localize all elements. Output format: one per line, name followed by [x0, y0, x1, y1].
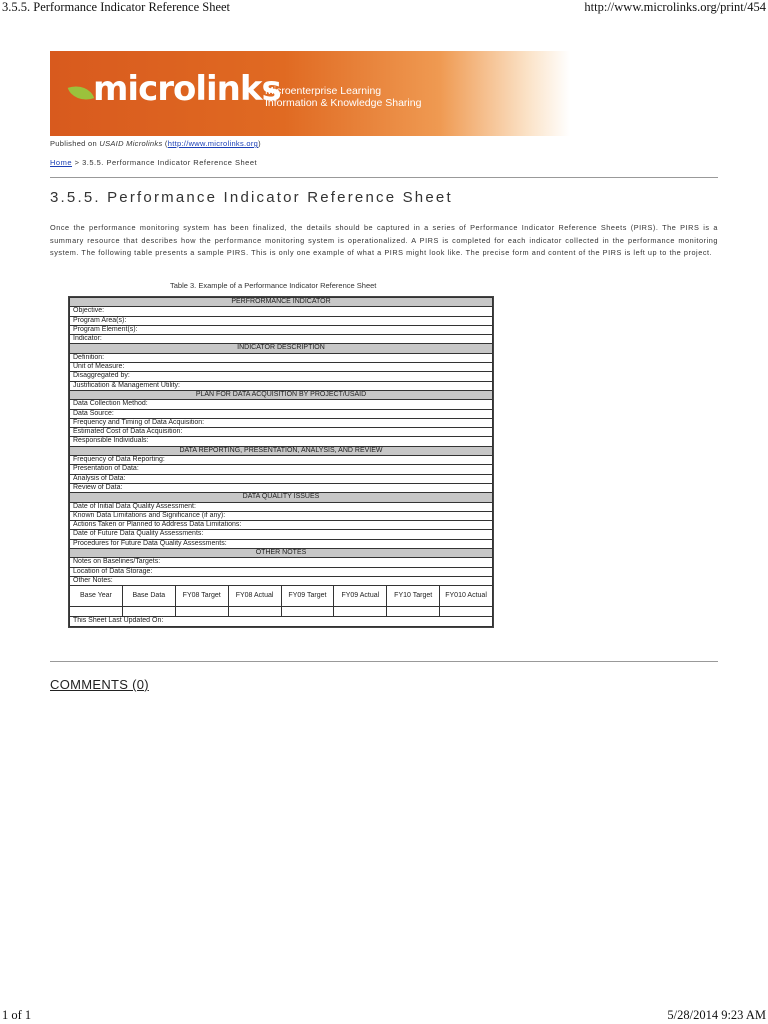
- table-row: Analysis of Data:: [70, 474, 493, 483]
- breadcrumb-separator: >: [74, 158, 80, 167]
- published-prefix: Published on: [50, 139, 97, 148]
- published-link[interactable]: http://www.microlinks.org: [167, 139, 259, 148]
- section-data-quality: DATA QUALITY ISSUES: [70, 493, 493, 502]
- col-header: FY010 Actual: [440, 586, 493, 607]
- print-header: [0, 0, 768, 16]
- col-header: Base Data: [122, 586, 175, 607]
- table-row: Procedures for Future Data Quality Assessments:: [70, 539, 493, 548]
- table-cell: [387, 607, 440, 617]
- published-close-paren: ): [258, 139, 261, 148]
- section-other-notes: OTHER NOTES: [70, 549, 493, 558]
- section-performance-indicator: PERFRORMANCE INDICATOR: [70, 298, 493, 307]
- col-header: FY09 Target: [281, 586, 334, 607]
- table-row: Notes on Baselines/Targets:: [70, 558, 493, 567]
- col-header: FY09 Actual: [334, 586, 387, 607]
- table-row: Known Data Limitations and Significance (if any):: [70, 511, 493, 520]
- header-divider: [50, 177, 718, 178]
- table-row: Responsible Individuals:: [70, 437, 493, 446]
- table-row: Review of Data:: [70, 483, 493, 492]
- table-row: Frequency of Data Reporting:: [70, 456, 493, 465]
- table-row: Definition:: [70, 353, 493, 362]
- table-row: Program Area(s):: [70, 316, 493, 325]
- table-cell: [70, 607, 123, 617]
- section-indicator-description: INDICATOR DESCRIPTION: [70, 344, 493, 353]
- table-cell: [122, 607, 175, 617]
- table-row: Date of Initial Data Quality Assessment:: [70, 502, 493, 511]
- col-header: FY08 Target: [175, 586, 228, 607]
- pirs-table: [68, 296, 494, 628]
- table-row: Justification & Management Utility:: [70, 381, 493, 390]
- section-data-acquisition: PLAN FOR DATA ACQUISITION BY PROJECT/USAID: [70, 390, 493, 399]
- published-site: USAID Microlinks: [99, 139, 163, 148]
- table-cell: [228, 607, 281, 617]
- breadcrumb-current: 3.5.5. Performance Indicator Reference Sheet: [82, 158, 258, 167]
- tagline-line-2: Information & Knowledge Sharing: [265, 97, 422, 109]
- table-row: Program Element(s):: [70, 325, 493, 334]
- table-row: This Sheet Last Updated On:: [70, 617, 493, 626]
- table-caption: Table 3. Example of a Performance Indicator Reference Sheet: [170, 281, 377, 290]
- table-row: Data Source:: [70, 409, 493, 418]
- page-title: 3.5.5. Performance Indicator Reference Sheet: [50, 189, 453, 206]
- published-on: [50, 139, 261, 148]
- leaf-icon: [68, 81, 94, 105]
- logo-wordmark: microlinks: [93, 69, 281, 109]
- microlinks-logo: [70, 69, 281, 109]
- comments-heading[interactable]: COMMENTS (0): [50, 677, 149, 692]
- microlinks-banner: [50, 51, 570, 136]
- table-row: Unit of Measure:: [70, 363, 493, 372]
- table-row: Data Collection Method:: [70, 400, 493, 409]
- table-row: Actions Taken or Planned to Address Data Limitations:: [70, 521, 493, 530]
- table-row: Presentation of Data:: [70, 465, 493, 474]
- breadcrumb-home-link[interactable]: Home: [50, 158, 73, 167]
- tagline-line-1: Microenterprise Learning: [265, 85, 382, 97]
- published-open-paren: (: [164, 139, 168, 148]
- footer-datetime: 5/28/2014 9:23 AM: [667, 1008, 766, 1022]
- footer-page-count: 1 of 1: [2, 1008, 32, 1022]
- table-cell: [440, 607, 493, 617]
- section-data-reporting: DATA REPORTING, PRESENTATION, ANALYSIS, AND REVIEW: [70, 446, 493, 455]
- table-row: Location of Data Storage:: [70, 567, 493, 576]
- print-page-title: 3.5.5. Performance Indicator Reference Sheet: [2, 0, 231, 14]
- col-header: FY08 Actual: [228, 586, 281, 607]
- col-header: FY10 Target: [387, 586, 440, 607]
- table-row: Estimated Cost of Data Acquisition:: [70, 428, 493, 437]
- print-page-url: http://www.microlinks.org/print/454: [584, 0, 766, 14]
- table-cell: [175, 607, 228, 617]
- breadcrumb: [50, 158, 257, 167]
- table-row: Objective:: [70, 307, 493, 316]
- table-row: Other Notes:: [70, 576, 493, 585]
- table-row: Disaggregated by:: [70, 372, 493, 381]
- comments-divider: [50, 661, 718, 662]
- col-header: Base Year: [70, 586, 123, 607]
- table-row: Frequency and Timing of Data Acquisition:: [70, 418, 493, 427]
- table-cell: [334, 607, 387, 617]
- table-row: Date of Future Data Quality Assessments:: [70, 530, 493, 539]
- table-row: Indicator:: [70, 335, 493, 344]
- banner-tagline: [265, 85, 421, 109]
- intro-paragraph: Once the performance monitoring system has been finalized, the details should be captured in a series of Performance Indicator Reference Sheets (PIRS). The PIRS is a summary resource that describes how the performance monitoring system is operationalized. A PIRS is completed for each indicator collected in the performance monitoring system. The following table presents a sample PIRS. This is only one example of what a PIRS might look like. The precise form and content of the PIRS is left up to the project.: [50, 223, 718, 258]
- table-cell: [281, 607, 334, 617]
